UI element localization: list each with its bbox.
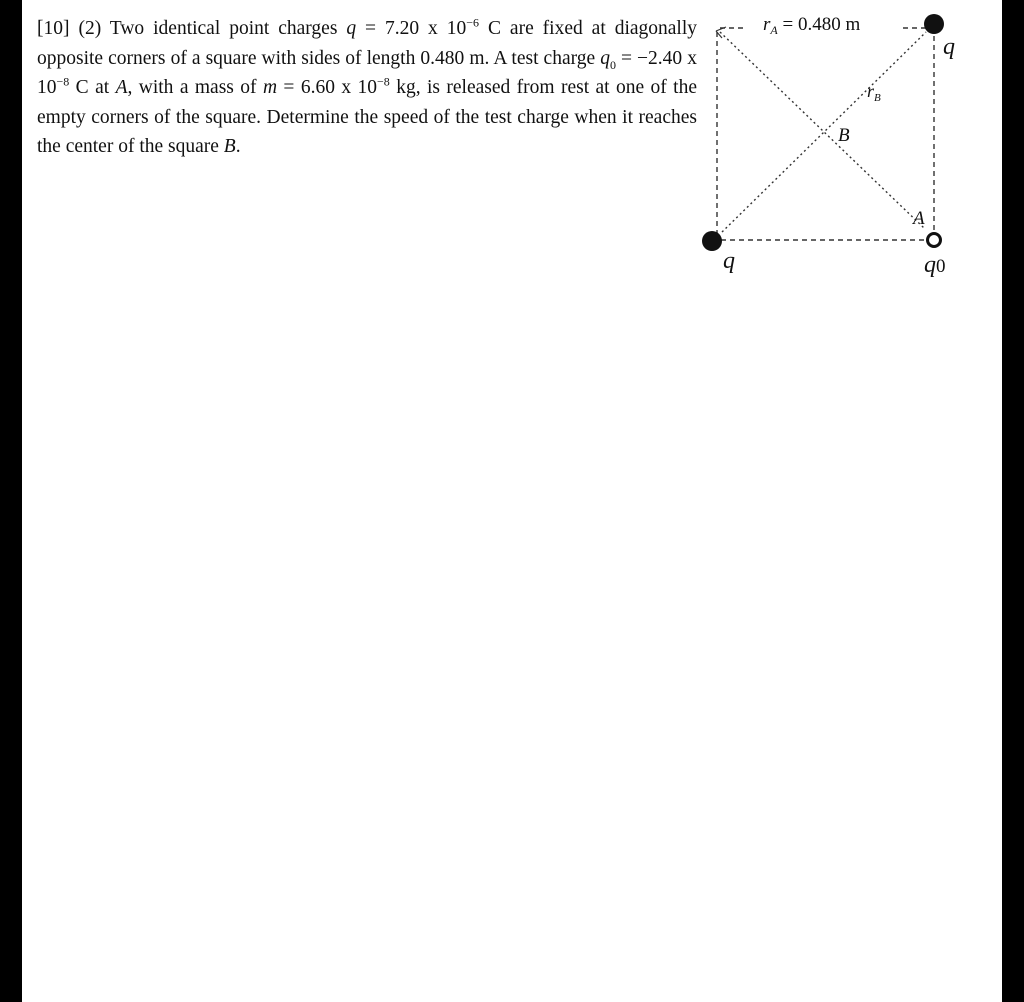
label-q-bottom: q (723, 248, 735, 274)
label-q-top: q (943, 34, 955, 60)
label-point-b: B (838, 125, 850, 146)
symbol-q0: q (600, 47, 610, 69)
symbol-q: q (346, 18, 357, 39)
problem-points: (2) (78, 18, 102, 39)
diagonal-rb (722, 32, 926, 232)
symbol-b: B (223, 136, 236, 157)
charge-q-top-right (924, 14, 944, 34)
square-charge-diagram (0, 0, 1024, 300)
diagonal-ra (720, 32, 924, 228)
problem-number: [10] (37, 18, 70, 39)
symbol-a: A (115, 77, 128, 98)
charge-q-bottom-left (702, 231, 722, 251)
test-charge-q0 (928, 234, 941, 247)
label-q0: q0 (924, 252, 946, 278)
problem-statement: [10] (2) Two identical point charges q = 7.20 x $10^{-6}$ C are fixed at diagonally opposite corners of a square with sides of length 0.480 m. A test charge $q_0 = -2.40$ x $10^{-8}$ C at A, with a mass of m = 6.60 x $10^{-8}$ kg, is released from rest at one of the empty corners of the square. Determine the speed of the test charge when it reaches the center of the square B. (37, 15, 698, 157)
label-ra: $r_A = 0.480$ m (763, 14, 861, 37)
label-point-a: A (913, 208, 925, 229)
symbol-m: m (262, 77, 278, 98)
label-rb: $r_B$ (867, 81, 881, 104)
